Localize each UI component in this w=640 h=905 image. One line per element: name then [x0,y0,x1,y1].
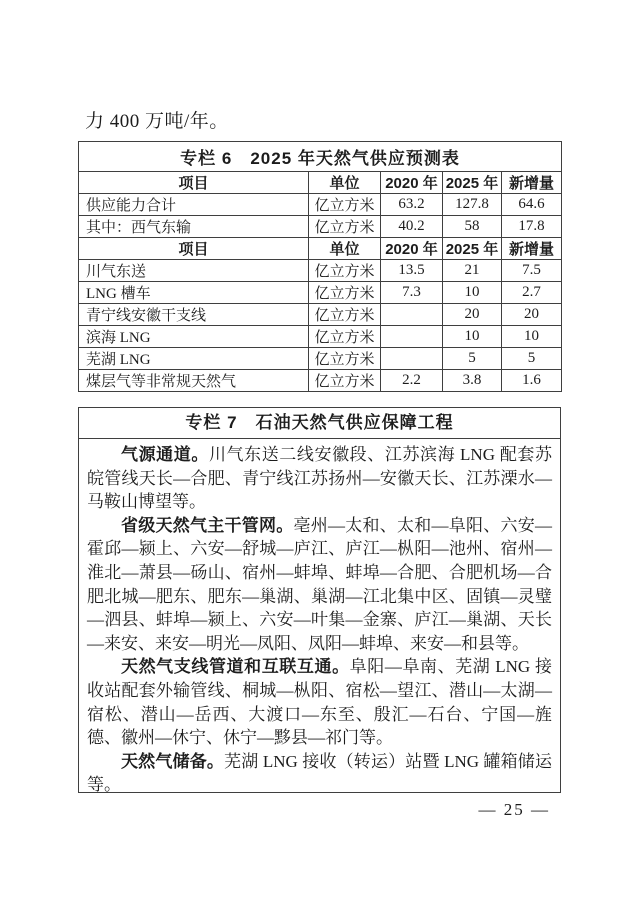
item-cell: 煤层气等非常规天然气 [79,370,309,392]
value-2020-cell [381,326,443,348]
page-number: — 25 — [478,800,550,819]
table-row [79,260,562,282]
unit-cell: 亿立方米 [309,304,381,326]
value-2025-cell: 3.8 [443,370,502,392]
column-header: 新增量 [502,172,562,194]
value-2025-cell: 10 [443,282,502,304]
paragraph-text: 川气东送二线安徽段、江苏滨海 LNG 配套苏皖管线天长—合肥、青宁线江苏扬州—安徽天长、江苏溧水—马鞍山博望等。 [87,445,553,512]
column-header: 2020 年 [381,238,443,260]
item-cell: 芜湖 LNG [79,348,309,370]
column-header: 项目 [79,172,309,194]
value-2025-cell: 20 [443,304,502,326]
box-paragraph-branch-pipelines [87,655,552,749]
box-paragraph-gas-storage [87,750,552,793]
item-cell: 川气东送 [79,260,309,282]
value-2020-cell: 40.2 [381,216,443,238]
table-row [79,370,562,392]
increment-cell: 2.7 [502,282,562,304]
item-cell: 青宁线安徽干支线 [79,304,309,326]
table-row [79,304,562,326]
box-paragraph-provincial-trunk-network [87,514,552,656]
unit-cell: 亿立方米 [309,326,381,348]
box-title: 专栏 7 石油天然气供应保障工程 [79,408,560,439]
value-2020-cell [381,304,443,326]
value-2020-cell: 7.3 [381,282,443,304]
column-header: 2020 年 [381,172,443,194]
increment-cell: 64.6 [502,194,562,216]
unit-cell: 亿立方米 [309,282,381,304]
item-cell: LNG 槽车 [79,282,309,304]
value-2020-cell [381,348,443,370]
value-2025-cell: 10 [443,326,502,348]
column-header: 2025 年 [443,238,502,260]
table-row [79,326,562,348]
table-header-row [79,238,562,260]
table-row [79,348,562,370]
paragraph-lead: 省级天然气主干管网。 [121,515,294,535]
table-title: 专栏 6 2025 年天然气供应预测表 [79,142,562,172]
item-cell: 供应能力合计 [79,194,309,216]
column-header: 项目 [79,238,309,260]
increment-cell: 5 [502,348,562,370]
gas-supply-forecast-table [78,141,562,392]
table-row [79,282,562,304]
item-cell: 其中：西气东输 [79,216,309,238]
paragraph-text: 阜阳—阜南、芜湖 LNG 接收站配套外输管线、桐城—枞阳、宿松—望江、潜山—太湖—宿松、潜山—岳西、大渡口—东至、殷汇—石台、宁国—旌德、徽州—休宁、休宁—黟县—祁门等。 [87,657,552,748]
item-cell: 滨海 LNG [79,326,309,348]
value-2025-cell: 127.8 [443,194,502,216]
value-2025-cell: 21 [443,260,502,282]
increment-cell: 7.5 [502,260,562,282]
column-header: 2025 年 [443,172,502,194]
column-header: 单位 [309,172,381,194]
increment-cell: 20 [502,304,562,326]
value-2025-cell: 5 [443,348,502,370]
value-2020-cell: 2.2 [381,370,443,392]
unit-cell: 亿立方米 [309,194,381,216]
table-row [79,194,562,216]
box-body [79,439,560,793]
value-2020-cell: 63.2 [381,194,443,216]
paragraph-lead: 天然气储备。 [121,751,225,771]
paragraph-text: 芜湖 LNG 接收（转运）站暨 LNG 罐箱储运等。 [87,751,552,793]
value-2020-cell: 13.5 [381,260,443,282]
value-2025-cell: 58 [443,216,502,238]
increment-cell: 10 [502,326,562,348]
paragraph-lead: 气源通道。 [121,445,209,464]
unit-cell: 亿立方米 [309,370,381,392]
unit-cell: 亿立方米 [309,348,381,370]
paragraph-lead: 天然气支线管道和互联互通。 [121,657,350,677]
table-header-row [79,172,562,194]
increment-cell: 1.6 [502,370,562,392]
column-header: 单位 [309,238,381,260]
unit-cell: 亿立方米 [309,216,381,238]
supply-guarantee-box [78,407,561,793]
intro-text: 力 400 万吨/年。 [85,111,229,132]
paragraph-text: 亳州—太和、太和—阜阳、六安—霍邱—颍上、六安—舒城—庐江、庐江—枞阳—池州、宿州—淮北—萧县—砀山、宿州—蚌埠、蚌埠—合肥、合肥机场—合肥北城—肥东、肥东—巢湖、巢湖—江北集中区、固镇—灵璧—泗县、蚌埠—颍上、六安—叶集—金寨、庐江—巢湖、天长—来安、来安—明光—凤阳、凤阳—蚌埠、来安—和县等。 [87,515,552,653]
box-paragraph-gas-source-channels [87,443,552,514]
column-header: 新增量 [502,238,562,260]
table-row [79,216,562,238]
increment-cell: 17.8 [502,216,562,238]
table-title-row [79,142,562,172]
unit-cell: 亿立方米 [309,260,381,282]
